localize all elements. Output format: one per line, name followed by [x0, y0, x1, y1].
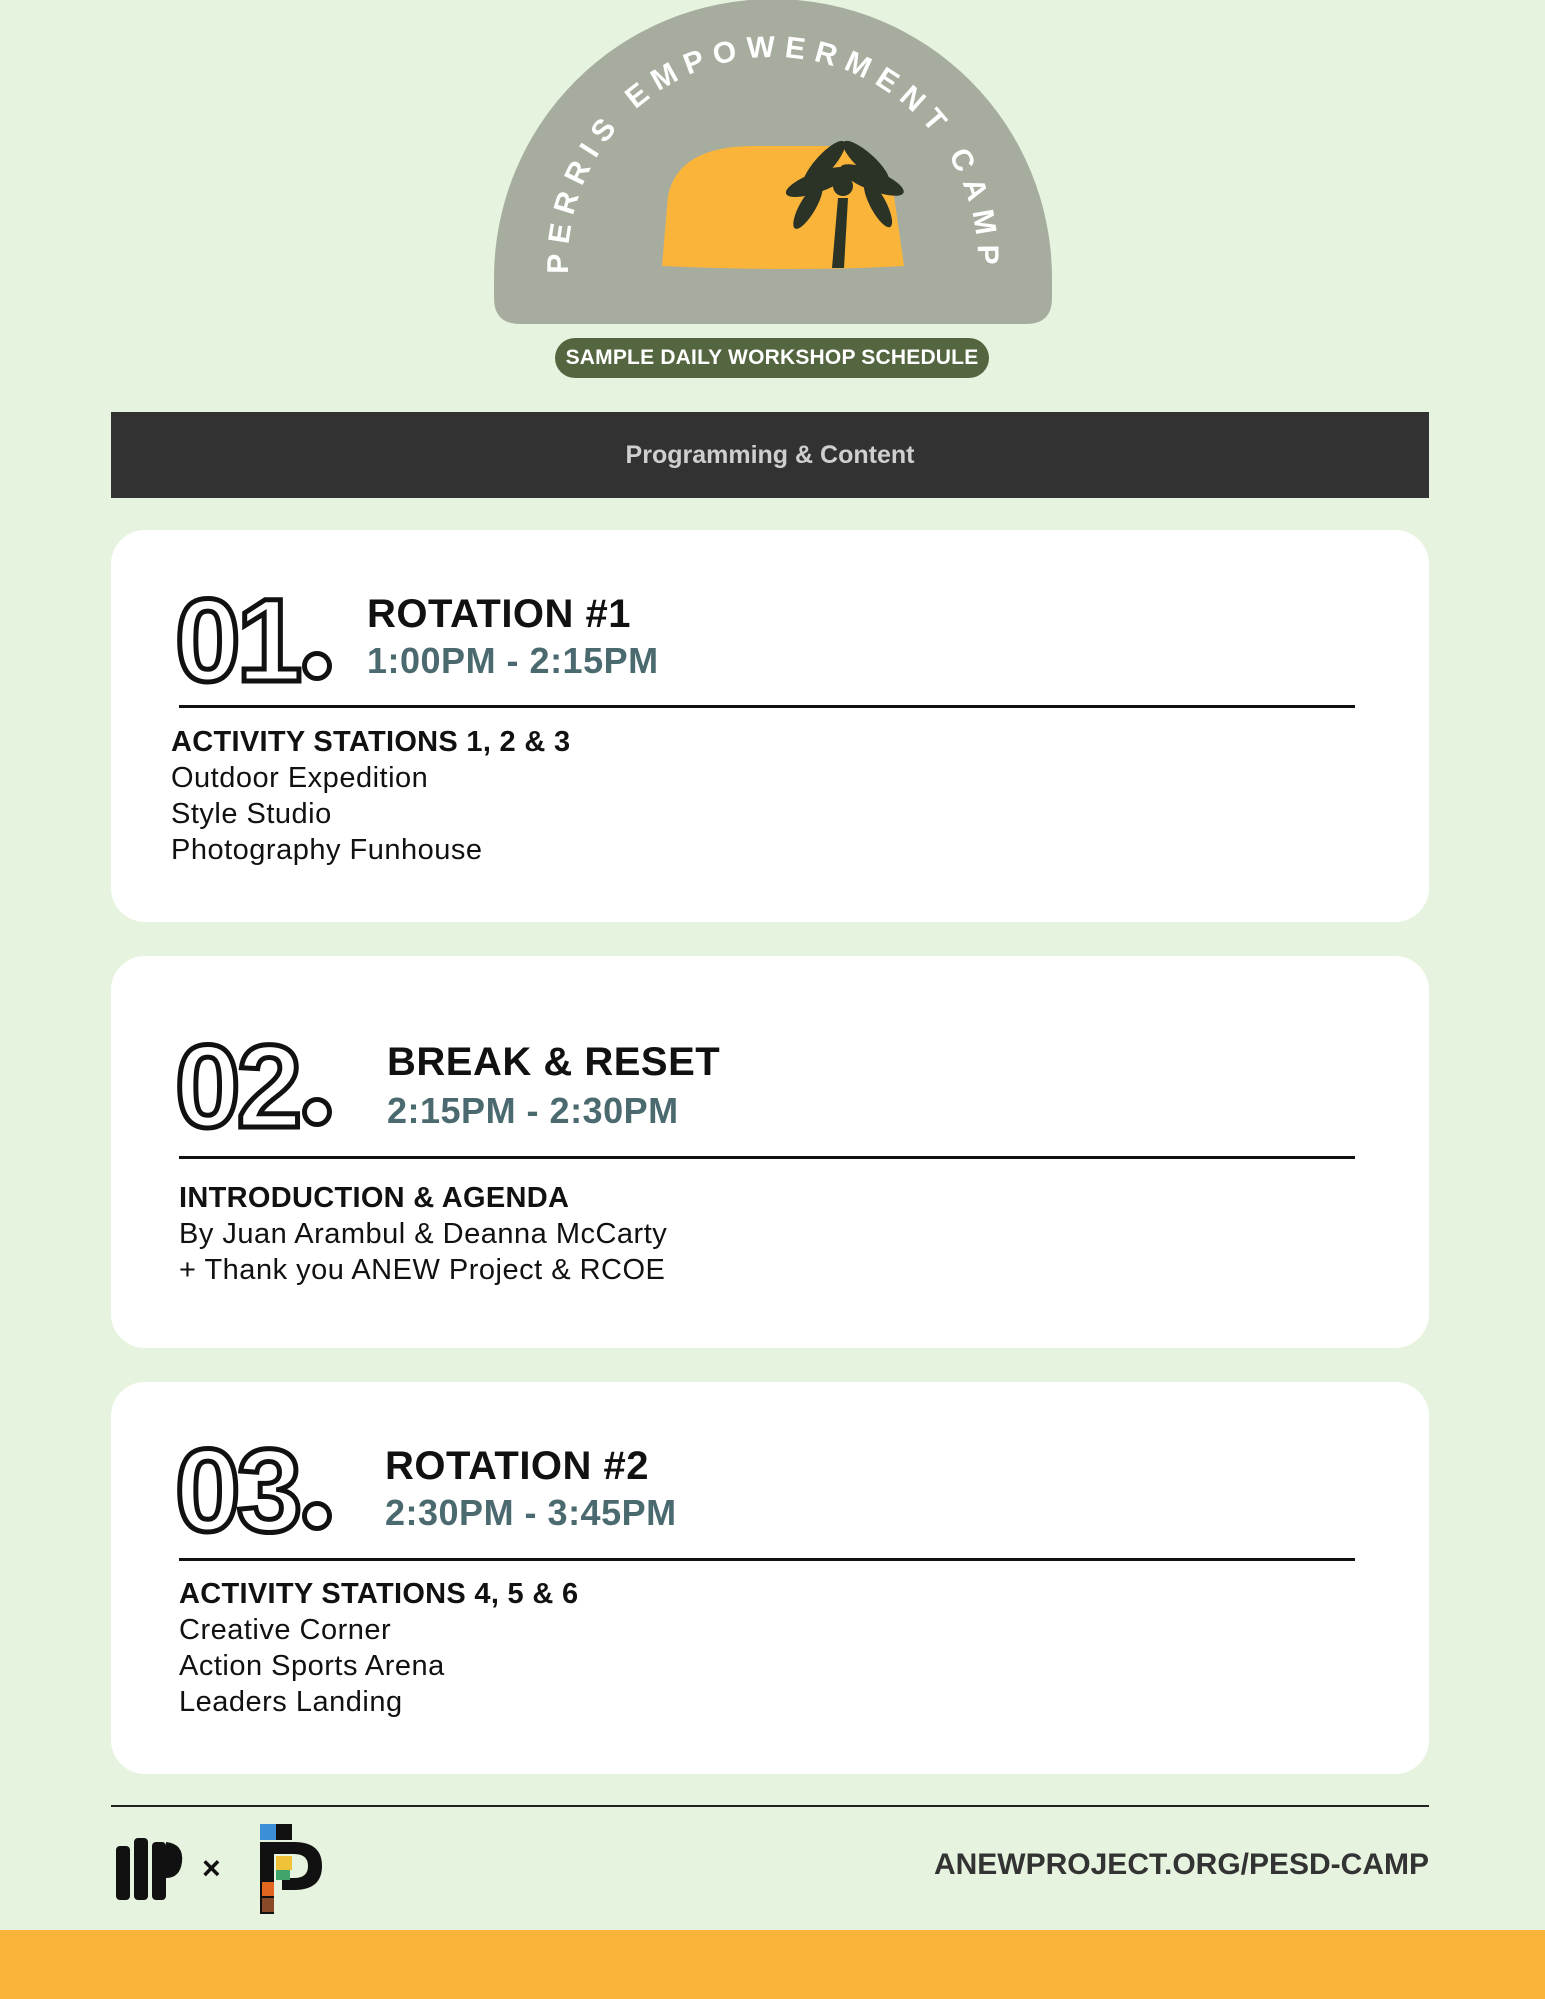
- camp-logo: [494, 0, 1052, 328]
- session-title: ROTATION #2: [385, 1444, 650, 1488]
- session-detail-line: By Juan Arambul & Deanna McCarty: [179, 1218, 668, 1250]
- session-number: 03: [175, 1432, 332, 1550]
- divider: [179, 705, 1355, 708]
- session-time: 2:15PM - 2:30PM: [387, 1090, 679, 1131]
- number-dot-icon: [302, 1097, 332, 1127]
- session-title: BREAK & RESET: [387, 1040, 721, 1084]
- session-card-2: [111, 956, 1429, 1348]
- footer-url[interactable]: ANEWPROJECT.ORG/PESD-CAMP: [933, 1848, 1429, 1881]
- bottom-accent-bar: [0, 1930, 1545, 1999]
- footer-divider: [111, 1805, 1429, 1807]
- session-subtitle: INTRODUCTION & AGENDA: [179, 1182, 570, 1214]
- divider: [179, 1558, 1355, 1561]
- section-banner: Programming & Content: [111, 412, 1429, 498]
- divider: [179, 1156, 1355, 1159]
- session-detail-line: Leaders Landing: [179, 1686, 403, 1718]
- logo-arc-text: PERRIS EMPOWERMENT CAMP: [541, 30, 1005, 274]
- session-time: 2:30PM - 3:45PM: [385, 1492, 677, 1533]
- session-detail-line: Photography Funhouse: [171, 834, 483, 866]
- session-title: ROTATION #1: [367, 592, 632, 636]
- session-subtitle: ACTIVITY STATIONS 4, 5 & 6: [179, 1578, 579, 1610]
- anew-logo-icon: [116, 1838, 184, 1905]
- session-subtitle: ACTIVITY STATIONS 1, 2 & 3: [171, 726, 571, 758]
- collab-separator: ×: [202, 1850, 221, 1886]
- session-detail-line: Outdoor Expedition: [171, 762, 429, 794]
- session-number: 02: [175, 1028, 332, 1146]
- camp-logo-icon: [494, 0, 1052, 328]
- session-number: 01: [175, 582, 332, 700]
- schedule-badge: SAMPLE DAILY WORKSHOP SCHEDULE: [555, 338, 989, 378]
- session-card-1: [111, 530, 1429, 922]
- session-detail-line: Action Sports Arena: [179, 1650, 445, 1682]
- session-time: 1:00PM - 2:15PM: [367, 640, 659, 681]
- number-dot-icon: [302, 1501, 332, 1531]
- session-detail-line: Style Studio: [171, 798, 332, 830]
- session-detail-line: + Thank you ANEW Project & RCOE: [179, 1254, 666, 1286]
- perris-logo-icon: [258, 1822, 326, 1923]
- session-detail-line: Creative Corner: [179, 1614, 392, 1646]
- session-card-3: [111, 1382, 1429, 1774]
- number-dot-icon: [302, 651, 332, 681]
